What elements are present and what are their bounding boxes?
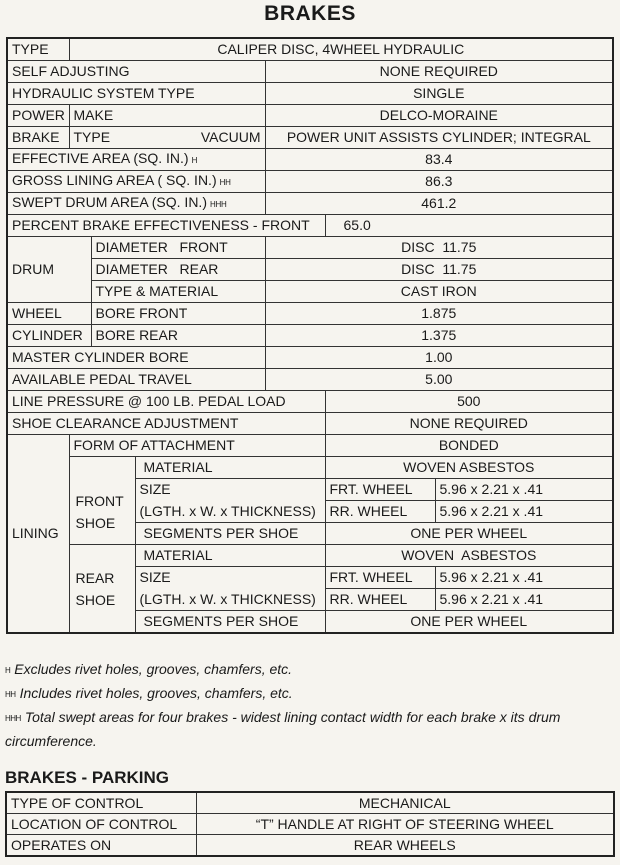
- type-label: TYPE: [73, 129, 111, 145]
- cylinder-label: CYLINDER: [7, 325, 91, 347]
- row-label: MAKE: [69, 105, 265, 127]
- row-value: DISC 11.75: [265, 259, 613, 281]
- row-value: 5.96 x 2.21 x .41: [435, 501, 613, 523]
- row-label: OPERATES ON: [6, 835, 196, 857]
- page-title: BRAKES: [264, 2, 356, 25]
- table-row: [7, 369, 613, 391]
- table-row: [7, 281, 613, 303]
- footnote-text: Excludes rivet holes, grooves, chamfers, etc.: [14, 661, 293, 677]
- row-value: 86.3: [265, 171, 613, 193]
- row-value: 1.875: [265, 303, 613, 325]
- table-row: [7, 347, 613, 369]
- parking-section-title: BRAKES - PARKING: [5, 768, 170, 787]
- table-row: [7, 38, 613, 61]
- row-label: BORE FRONT: [91, 303, 265, 325]
- row-label: SEGMENTS PER SHOE: [135, 611, 325, 634]
- shoe-label: SHOE: [75, 591, 116, 608]
- table-row: [7, 127, 613, 149]
- row-label: [69, 127, 265, 149]
- footnote-text: Total swept areas for four brakes - widest lining contact width for each brake x its drum circumference.: [5, 709, 561, 749]
- row-value: MECHANICAL: [196, 792, 614, 814]
- row-value: “T” HANDLE AT RIGHT OF STEERING WHEEL: [196, 814, 614, 835]
- row-label: MATERIAL: [135, 545, 325, 567]
- table-row: [6, 835, 614, 857]
- row-value: SINGLE: [265, 83, 613, 105]
- row-label: TYPE OF CONTROL: [6, 792, 196, 814]
- table-row: [7, 457, 613, 479]
- row-label: [7, 193, 265, 215]
- rear-shoe-label: [69, 545, 135, 634]
- footnote-text: Includes rivet holes, grooves, chamfers, etc.: [19, 685, 293, 701]
- footnote: [5, 706, 610, 752]
- table-row: [7, 61, 613, 83]
- row-value: 65.0: [325, 215, 613, 237]
- row-label: (LGTH. x W. x THICKNESS): [135, 589, 325, 611]
- table-row: [7, 391, 613, 413]
- table-row: [7, 545, 613, 567]
- row-value: 5.96 x 2.21 x .41: [435, 567, 613, 589]
- row-value: ONE PER WHEEL: [325, 523, 613, 545]
- front-label: FRONT: [75, 492, 124, 509]
- table-row: [6, 792, 614, 814]
- wheel-label: WHEEL: [7, 303, 91, 325]
- table-row: [7, 413, 613, 435]
- row-label: SIZE: [135, 479, 325, 501]
- table-row: [7, 303, 613, 325]
- row-value: NONE REQUIRED: [265, 61, 613, 83]
- parking-spec-table: [5, 791, 615, 857]
- footnote-mark: HHH: [210, 200, 227, 209]
- row-label: MASTER CYLINDER BORE: [7, 347, 265, 369]
- footnote-mark: HHH: [5, 714, 21, 723]
- row-value: BONDED: [325, 435, 613, 457]
- row-value: 1.375: [265, 325, 613, 347]
- row-value: 5.96 x 2.21 x .41: [435, 479, 613, 501]
- row-value: CALIPER DISC, 4WHEEL HYDRAULIC: [69, 38, 613, 61]
- table-row: [7, 83, 613, 105]
- table-row: [7, 435, 613, 457]
- row-value: 1.00: [265, 347, 613, 369]
- power-label: POWER: [7, 105, 69, 127]
- row-label: DIAMETER REAR: [91, 259, 265, 281]
- row-label: [7, 171, 265, 193]
- row-value: 461.2: [265, 193, 613, 215]
- footnotes: [5, 658, 610, 752]
- row-value: CAST IRON: [265, 281, 613, 303]
- row-label: HYDRAULIC SYSTEM TYPE: [7, 83, 265, 105]
- footnote: [5, 658, 610, 682]
- label-text: GROSS LINING AREA ( SQ. IN.): [12, 172, 217, 188]
- row-value: WOVEN ASBESTOS: [325, 545, 613, 567]
- row-label: TYPE & MATERIAL: [91, 281, 265, 303]
- row-label: MATERIAL: [135, 457, 325, 479]
- front-shoe-label: [69, 457, 135, 545]
- label-text: SWEPT DRUM AREA (SQ. IN.): [12, 194, 207, 210]
- row-value: 83.4: [265, 149, 613, 171]
- row-label: PERCENT BRAKE EFFECTIVENESS - FRONT: [7, 215, 325, 237]
- table-row: [7, 259, 613, 281]
- brakes-spec-table: [6, 37, 614, 634]
- brake-label: BRAKE: [7, 127, 69, 149]
- footnote-mark: HH: [5, 690, 16, 699]
- row-label: SIZE: [135, 567, 325, 589]
- row-label: FRT. WHEEL: [325, 479, 435, 501]
- table-row: [7, 325, 613, 347]
- rear-label: REAR: [75, 569, 115, 586]
- lining-label: LINING: [7, 435, 69, 634]
- row-value: NONE REQUIRED: [325, 413, 613, 435]
- table-row: [7, 193, 613, 215]
- row-label: AVAILABLE PEDAL TRAVEL: [7, 369, 265, 391]
- table-row: [6, 814, 614, 835]
- table-row: [7, 149, 613, 171]
- row-label: SEGMENTS PER SHOE: [135, 523, 325, 545]
- label-text: EFFECTIVE AREA (SQ. IN.): [12, 150, 189, 166]
- row-label: FORM OF ATTACHMENT: [69, 435, 325, 457]
- footnote-mark: HH: [219, 178, 231, 187]
- row-label: [7, 149, 265, 171]
- drum-label: DRUM: [7, 237, 91, 303]
- row-label: SHOE CLEARANCE ADJUSTMENT: [7, 413, 325, 435]
- row-value: 5.96 x 2.21 x .41: [435, 589, 613, 611]
- row-value: 5.00: [265, 369, 613, 391]
- row-value: DISC 11.75: [265, 237, 613, 259]
- row-value: WOVEN ASBESTOS: [325, 457, 613, 479]
- row-label: BORE REAR: [91, 325, 265, 347]
- table-row: [7, 105, 613, 127]
- shoe-label: SHOE: [75, 514, 116, 531]
- row-label: RR. WHEEL: [325, 589, 435, 611]
- row-label: TYPE: [7, 38, 69, 61]
- table-row: [7, 237, 613, 259]
- row-value: DELCO-MORAINE: [265, 105, 613, 127]
- row-label: DIAMETER FRONT: [91, 237, 265, 259]
- table-row: [7, 215, 613, 237]
- footnote-mark: H: [5, 666, 11, 675]
- footnote: [5, 682, 610, 706]
- row-label: FRT. WHEEL: [325, 567, 435, 589]
- row-value: REAR WHEELS: [196, 835, 614, 857]
- type-prefix: VACUUM: [200, 129, 261, 145]
- row-label: LINE PRESSURE @ 100 LB. PEDAL LOAD: [7, 391, 325, 413]
- row-label: (LGTH. x W. x THICKNESS): [135, 501, 325, 523]
- row-label: LOCATION OF CONTROL: [6, 814, 196, 835]
- row-value: POWER UNIT ASSISTS CYLINDER; INTEGRAL: [265, 127, 613, 149]
- table-row: [7, 171, 613, 193]
- footnote-mark: H: [191, 156, 198, 165]
- row-label: RR. WHEEL: [325, 501, 435, 523]
- row-value: ONE PER WHEEL: [325, 611, 613, 634]
- row-label: SELF ADJUSTING: [7, 61, 265, 83]
- row-value: 500: [325, 391, 613, 413]
